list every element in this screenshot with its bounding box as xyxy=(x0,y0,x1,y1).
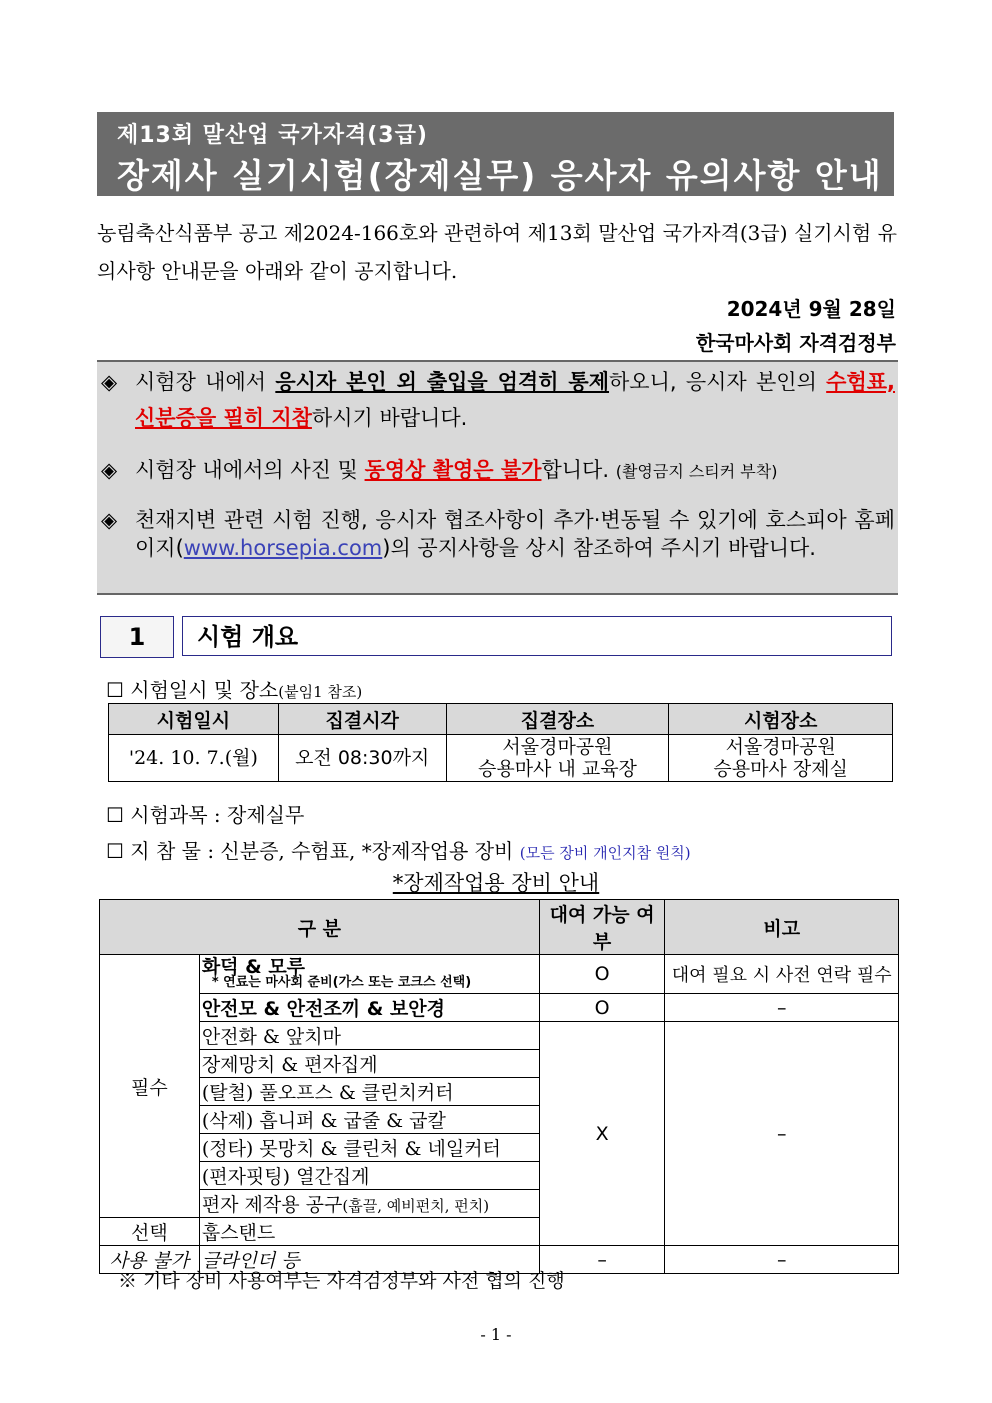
equipment-table xyxy=(99,899,899,1274)
exam-place-line: 승용마사 장제실 xyxy=(713,758,848,780)
required-label: 필수 xyxy=(100,955,200,1218)
notice-text: 합니다. xyxy=(541,458,616,482)
equip-rent: – xyxy=(539,1246,665,1274)
section-number: 1 xyxy=(100,616,174,658)
equip-header-remark: 비고 xyxy=(665,900,899,955)
notice-warning: 동영상 촬영은 불가 xyxy=(364,458,542,482)
items-line xyxy=(106,835,691,864)
schedule-header-exam-place: 시험장소 xyxy=(669,704,893,735)
equip-item-name: 장제망치 & 편자집게 xyxy=(199,1050,539,1078)
schedule-time: 오전 08:30까지 xyxy=(278,735,446,782)
equip-item-name: (삭제) 흡니퍼 & 굽줄 & 굽칼 xyxy=(199,1106,539,1134)
optional-label: 선택 xyxy=(100,1218,200,1246)
checkbox-icon: ☐ xyxy=(106,839,124,863)
subject-line xyxy=(106,799,304,828)
equip-item-note: * 연료는 마사회 준비(가스 또는 코크스 선택) xyxy=(211,975,472,990)
equip-item-note: (훕끌, 예비펀치, 펀치) xyxy=(342,1197,490,1215)
schedule-header-date: 시험일시 xyxy=(109,704,279,735)
notice-date: 2024년 9월 28일 xyxy=(726,297,896,321)
equip-item-name: (편자핏팅) 열간집게 xyxy=(199,1162,539,1190)
notice-text: 천재지변 관련 시험 진행, 응시자 협조사항이 추가·변동될 수 있기에 호스피아 홈페이지( xyxy=(135,508,895,560)
notice-text: 시험장 내에서의 사진 및 xyxy=(135,458,365,482)
notice-text: )의 공지사항을 상시 참조하여 주시기 바랍니다. xyxy=(382,536,816,560)
checkbox-icon: ☐ xyxy=(106,678,124,702)
items-note: (모든 장비 개인지참 원칙) xyxy=(519,844,691,862)
equip-rent: O xyxy=(539,994,665,1022)
notice-text: 하오니, 응시자 본인의 xyxy=(609,370,827,394)
gather-place-line: 승용마사 내 교육장 xyxy=(477,758,637,780)
gather-place-line: 서울경마공원 xyxy=(502,736,613,758)
equip-caption-text: *장제작업용 장비 안내 xyxy=(392,871,600,895)
equip-remark: – xyxy=(665,994,899,1022)
page-title: 장제사 실기시험(장제실무) 응사자 유의사항 안내 xyxy=(117,156,883,195)
forbidden-label: 사용 불가 xyxy=(100,1246,200,1274)
schedule-label-text: 시험일시 및 장소 xyxy=(130,678,279,702)
horsepia-link[interactable]: www.horsepia.com xyxy=(183,536,383,560)
title-subheading: 제13회 말산업 국가자격(3급) xyxy=(117,123,428,148)
equip-item-name: 화덕 & 모루 xyxy=(201,956,306,978)
equip-remark-group: – xyxy=(665,1022,899,1246)
equip-header-category: 구 분 xyxy=(100,900,540,955)
diamond-bullet-icon: ◈ xyxy=(101,508,118,532)
notice-emphasis: 응시자 본인 외 출입을 엄격히 통제 xyxy=(275,370,610,394)
issuing-organization: 한국마사회 자격검정부 xyxy=(695,331,896,355)
equip-caption xyxy=(0,867,992,897)
schedule-header-time: 집결시각 xyxy=(278,704,446,735)
diamond-bullet-icon: ◈ xyxy=(101,458,118,482)
schedule-label-ref: (붙임1 참조) xyxy=(278,683,363,701)
equip-remark: 대여 필요 시 사전 연락 필수 xyxy=(665,955,899,994)
equip-item-name: 글라인더 등 xyxy=(199,1246,539,1274)
schedule-header-gather-place: 집결장소 xyxy=(446,704,669,735)
notice-text: 하시기 바랍니다. xyxy=(311,406,468,430)
equip-item xyxy=(199,1190,539,1218)
equip-header-rent: 대여 가능 여부 xyxy=(539,900,665,955)
schedule-date: '24. 10. 7.(월) xyxy=(109,735,279,782)
equip-item-name: 안전화 & 앞치마 xyxy=(199,1022,539,1050)
notice-box xyxy=(97,360,898,595)
title-banner xyxy=(97,112,894,196)
equip-item xyxy=(199,955,539,994)
section-title: 시험 개요 xyxy=(182,616,892,656)
checkbox-icon: ☐ xyxy=(106,803,124,827)
exam-place-line: 서울경마공원 xyxy=(725,736,836,758)
equip-item-name: 안전모 & 안전조끼 & 보안경 xyxy=(199,994,539,1022)
subject-text: 시험과목 : 장제실무 xyxy=(130,803,305,827)
equip-remark: – xyxy=(665,1246,899,1274)
items-text: 지 참 물 : 신분증, 수험표, *장제작업용 장비 xyxy=(130,839,520,863)
equip-item-name: (탈철) 풀오프스 & 클린치커터 xyxy=(199,1078,539,1106)
schedule-table xyxy=(108,703,893,782)
equip-item-name: (정타) 못망치 & 클린처 & 네일커터 xyxy=(199,1134,539,1162)
equip-item-name: 훕스탠드 xyxy=(199,1218,539,1246)
diamond-bullet-icon: ◈ xyxy=(101,370,118,394)
intro-paragraph: 농림축산식품부 공고 제2024-166호와 관련하여 제13회 말산업 국가자격(3급) 실기시험 유의사항 안내문을 아래와 같이 공지합니다. xyxy=(97,221,897,283)
notice-text: 시험장 내에서 xyxy=(135,370,276,394)
footnote: ※ 기타 장비 사용여부는 자격검정부와 사전 협의 진행 xyxy=(118,1270,565,1292)
schedule-gather-place xyxy=(446,735,669,782)
notice-small-note: (촬영금지 스티커 부착) xyxy=(615,462,778,481)
schedule-label xyxy=(106,674,362,703)
page-number: - 1 - xyxy=(480,1325,512,1344)
equip-rent-group: X xyxy=(539,1022,665,1246)
equip-item-name: 편자 제작용 공구 xyxy=(201,1194,343,1216)
equip-rent: O xyxy=(539,955,665,994)
schedule-exam-place xyxy=(669,735,893,782)
notice-warning: 수험표, 신분증을 필히 지참 xyxy=(135,370,896,430)
